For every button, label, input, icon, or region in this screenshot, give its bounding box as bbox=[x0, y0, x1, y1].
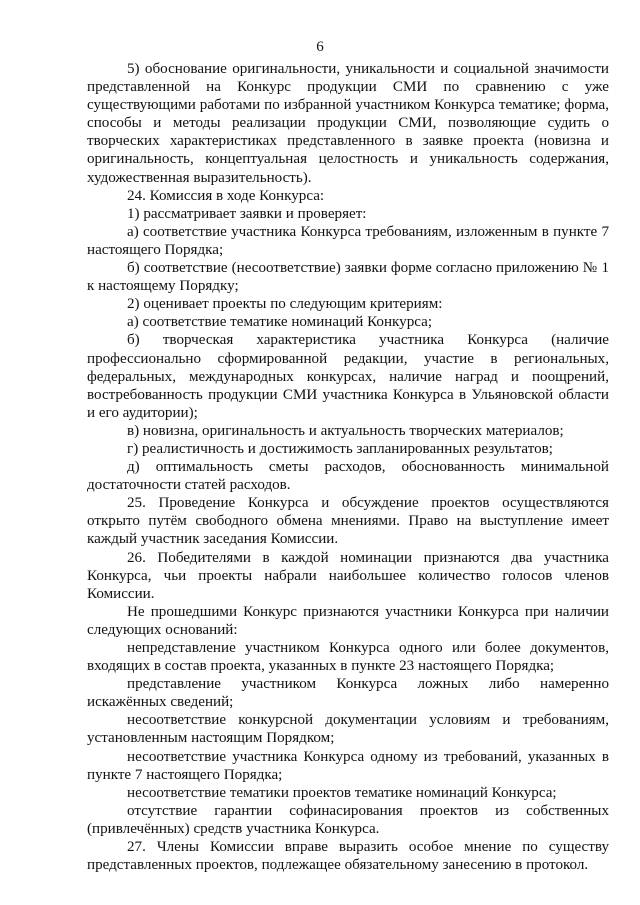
paragraph-subitem-1a: а) соответствие участника Конкурса требованиям, изложенным в пункте 7 настоящего Порядка; bbox=[87, 223, 609, 258]
paragraph-clause-24: 24. Комиссия в ходе Конкурса: bbox=[127, 187, 325, 204]
paragraph-subitem-1b: б) соответствие (несоответствие) заявки форме согласно приложению № 1 к настоящему Порядку; bbox=[87, 260, 609, 295]
paragraph-ground-1: непредставление участником Конкурса одного или более документов, входящих в состав проекта, указанных в пункте 23 настоящего Порядка; bbox=[87, 640, 609, 675]
paragraph-item-5: 5) обоснование оригинальности, уникальности и социальной значимости представленной на Конкурс продукции СМИ по сравнению с уже существующими работами по избранной участником Конкурса тематике; форма, способы и методы реализации продукции СМИ, позволяющие судить о творческих характеристиках представленного в заявке проекта (новизна и оригинальность, концептуальная целостность и уникальность содержания, художественная выразительность). bbox=[87, 61, 609, 186]
paragraph-criterion-b: б) творческая характеристика участника Конкурса (наличие профессионально сформированной редакции, участие в региональных, федеральных, международных конкурсах, наличие наград и поощрений, востребованность продукции СМИ участника Конкурса в Ульяновской области и его аудитории); bbox=[87, 332, 609, 421]
paragraph-criterion-d: д) оптимальность сметы расходов, обоснованность минимальной достаточности статей расходов. bbox=[87, 459, 609, 494]
paragraph-ground-6: отсутствие гарантии софинасирования проектов из собственных (привлечённых) средств участника Конкурса. bbox=[87, 802, 609, 837]
document-body bbox=[87, 60, 609, 874]
paragraph-subitem-2: 2) оценивает проекты по следующим критериям: bbox=[127, 296, 443, 313]
paragraph-ground-2: представление участником Конкурса ложных либо намеренно искажённых сведений; bbox=[87, 676, 609, 711]
paragraph-clause-25: 25. Проведение Конкурса и обсуждение проектов осуществляются открыто путём свободного обмена мнениями. Право на выступление имеет каждый участник заседания Комиссии. bbox=[87, 495, 609, 548]
paragraph-ground-4: несоответствие участника Конкурса одному из требований, указанных в пункте 7 настоящего Порядка; bbox=[87, 748, 609, 783]
page-number: 6 bbox=[316, 39, 324, 55]
paragraph-clause-26: 26. Победителями в каждой номинации признаются два участника Конкурса, чьи проекты набрали наибольшее количество голосов членов Комиссии. bbox=[87, 549, 609, 602]
paragraph-failed-intro: Не прошедшими Конкурс признаются участники Конкурса при наличии следующих оснований: bbox=[87, 603, 609, 638]
paragraph-subitem-1: 1) рассматривает заявки и проверяет: bbox=[127, 205, 367, 222]
paragraph-clause-27: 27. Члены Комиссии вправе выразить особое мнение по существу представленных проектов, подлежащее обязательному занесению в протокол. bbox=[87, 839, 609, 874]
paragraph-ground-5: несоответствие тематики проектов тематике номинаций Конкурса; bbox=[127, 784, 557, 801]
paragraph-criterion-v: в) новизна, оригинальность и актуальность творческих материалов; bbox=[127, 422, 564, 439]
paragraph-criterion-g: г) реалистичность и достижимость запланированных результатов; bbox=[127, 440, 553, 457]
paragraph-ground-3: несоответствие конкурсной документации условиям и требованиям, установленным настоящим Порядком; bbox=[87, 712, 609, 747]
paragraph-criterion-a: а) соответствие тематике номинаций Конкурса; bbox=[127, 314, 433, 331]
